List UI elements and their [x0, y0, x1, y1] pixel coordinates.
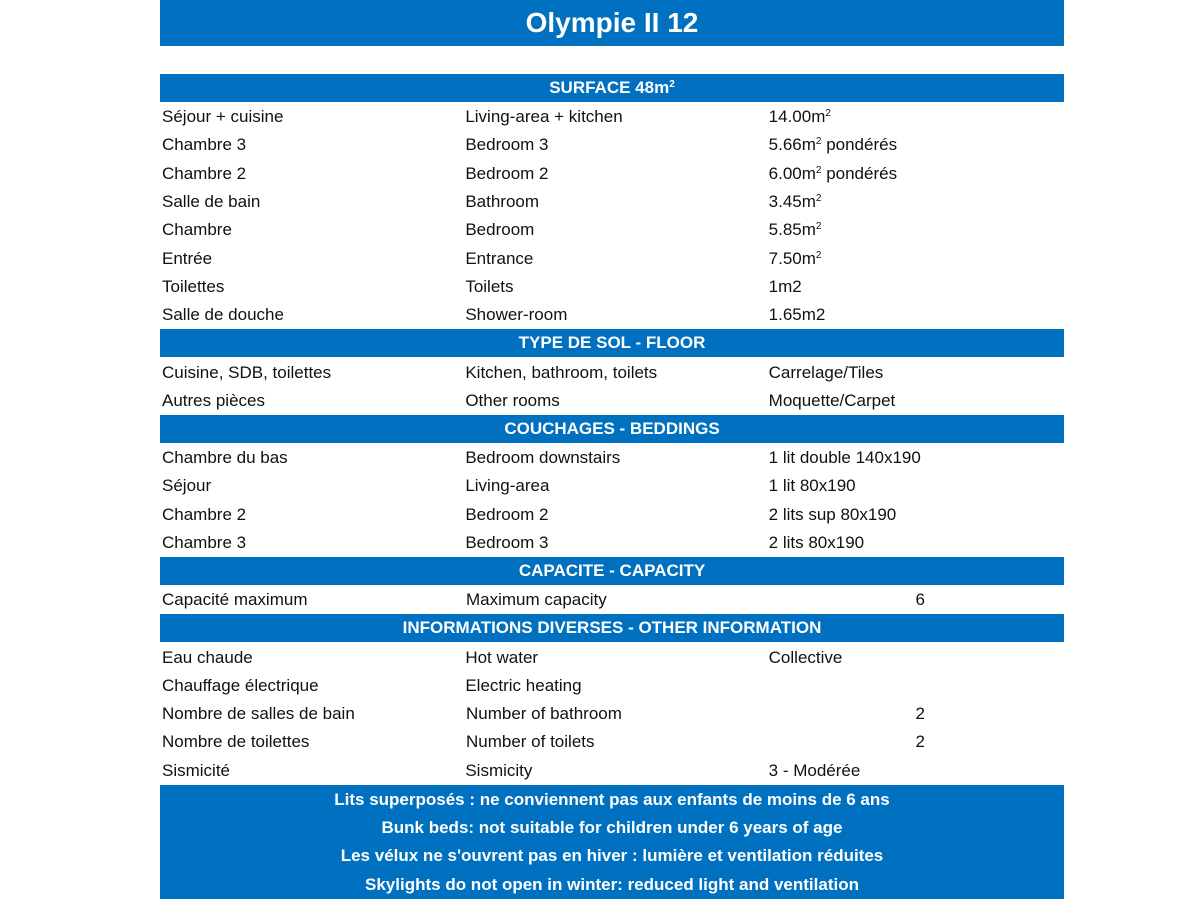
value-cell: 2	[915, 704, 925, 724]
value-cell: 1 lit double 140x190	[768, 448, 921, 468]
footer-note: Lits superposés : ne conviennent pas aux enfants de moins de 6 ans	[334, 790, 890, 810]
label-fr: Entrée	[162, 248, 213, 268]
value-cell: Collective	[768, 647, 843, 667]
label-en: Number of toilets	[466, 732, 595, 752]
label-fr: Eau chaude	[162, 647, 253, 667]
label-fr: Cuisine, SDB, toilettes	[162, 362, 332, 382]
value-cell: $5.66m^2$ pondérés	[768, 135, 898, 155]
info-sheet	[160, 0, 1064, 899]
label-fr: Séjour + cuisine	[162, 107, 284, 127]
value-cell: $14.00m^2$	[768, 107, 831, 127]
table-row	[160, 273, 1064, 301]
value-cell: $6.00m^2$ pondérés	[768, 163, 898, 183]
label-fr: Chambre du bas	[162, 448, 288, 468]
table-row	[160, 216, 1064, 244]
label-en: Sismicity	[465, 760, 533, 780]
label-fr: Séjour	[162, 476, 212, 496]
table-row	[160, 472, 1064, 500]
label-en: Bedroom 3	[465, 135, 549, 155]
page-title: Olympie II 12	[525, 7, 699, 38]
section-title: SURFACE $48m^2$	[549, 78, 675, 97]
table-row	[160, 160, 1064, 188]
table-row	[160, 643, 1064, 671]
value-cell: 2 lits 80x190	[768, 533, 865, 552]
table-row	[160, 387, 1064, 415]
footer-note: Les vélux ne s'ouvrent pas en hiver : lumière et ventilation réduites	[340, 846, 884, 866]
table-row	[160, 501, 1064, 529]
value-cell: $7.50m^2$	[768, 248, 822, 268]
label-fr: Salle de bain	[162, 192, 261, 212]
label-fr: Sismicité	[162, 760, 231, 780]
label-en: Living-area + kitchen	[465, 107, 623, 127]
value-cell: 2 lits sup 80x190	[768, 504, 897, 524]
value-cell: 1 lit 80x190	[768, 476, 856, 496]
table-row	[160, 188, 1064, 216]
title-bar	[160, 0, 1064, 46]
label-fr: Nombre de toilettes	[162, 732, 310, 752]
label-en: Other rooms	[465, 390, 560, 410]
table-row	[160, 301, 1064, 329]
label-en: Living-area	[465, 476, 550, 496]
section-title: TYPE DE SOL - FLOOR	[518, 333, 706, 353]
label-fr: Capacité maximum	[162, 590, 308, 610]
value-cell: Moquette/Carpet	[768, 390, 896, 410]
label-fr: Toilettes	[162, 276, 225, 296]
label-fr: Chambre 3	[162, 135, 247, 155]
table-row	[160, 757, 1064, 785]
value-cell: 6	[915, 590, 925, 610]
table-row	[160, 358, 1064, 386]
value-cell: 1.65m2	[768, 305, 826, 325]
footer-note: Skylights do not open in winter: reduced light and ventilation	[365, 874, 859, 894]
table-row	[160, 131, 1064, 159]
spacer	[160, 46, 1064, 74]
value-cell: $5.85m^2$	[768, 220, 822, 240]
label-fr: Chambre	[162, 220, 232, 240]
footer-note: Bunk beds: not suitable for children under 6 years of age	[381, 818, 843, 838]
label-en: Bedroom 3	[465, 533, 549, 552]
section-header-info	[160, 614, 1064, 643]
section-header-surface	[160, 74, 1064, 103]
label-fr: Chambre 2	[162, 163, 247, 183]
label-en: Toilets	[465, 276, 514, 296]
label-fr: Nombre de salles de bain	[162, 704, 355, 724]
label-fr: Chambre 2	[162, 504, 247, 524]
label-en: Shower-room	[465, 305, 568, 325]
section-title: CAPACITE - CAPACITY	[518, 561, 706, 581]
label-en: Bedroom	[465, 220, 535, 240]
table-row	[160, 728, 1064, 756]
value-cell: 3 - Modérée	[768, 760, 861, 780]
label-en: Bathroom	[465, 192, 540, 212]
table-row	[160, 700, 1064, 728]
footer-notes	[160, 785, 1064, 899]
label-fr: Autres pièces	[162, 390, 265, 410]
label-en: Bedroom 2	[465, 504, 549, 524]
label-en: Maximum capacity	[466, 590, 607, 610]
section-header-capacity	[160, 557, 1064, 586]
label-en: Hot water	[465, 647, 539, 667]
value-cell: $3.45m^2$	[768, 192, 822, 212]
value-cell: Carrelage/Tiles	[768, 362, 884, 382]
section-header-floor	[160, 329, 1064, 358]
label-fr: Chauffage électrique	[162, 675, 319, 695]
label-en: Electric heating	[465, 675, 582, 695]
table-row	[160, 586, 1064, 614]
label-fr: Chambre 3	[162, 533, 247, 552]
value-cell: 2	[915, 732, 925, 752]
label-fr: Salle de douche	[162, 305, 284, 325]
label-en: Bedroom downstairs	[465, 448, 621, 468]
table-row	[160, 244, 1064, 272]
table-row	[160, 529, 1064, 557]
label-en: Bedroom 2	[465, 163, 549, 183]
value-cell: 1m2	[768, 276, 802, 296]
label-en: Number of bathroom	[466, 704, 622, 724]
section-header-beddings	[160, 415, 1064, 444]
label-en: Entrance	[465, 248, 534, 268]
table-row	[160, 444, 1064, 472]
label-en: Kitchen, bathroom, toilets	[465, 362, 658, 382]
table-row	[160, 672, 1064, 700]
table-row	[160, 103, 1064, 131]
section-title: COUCHAGES - BEDDINGS	[504, 418, 720, 438]
section-title: INFORMATIONS DIVERSES - OTHER INFORMATION	[402, 618, 822, 638]
